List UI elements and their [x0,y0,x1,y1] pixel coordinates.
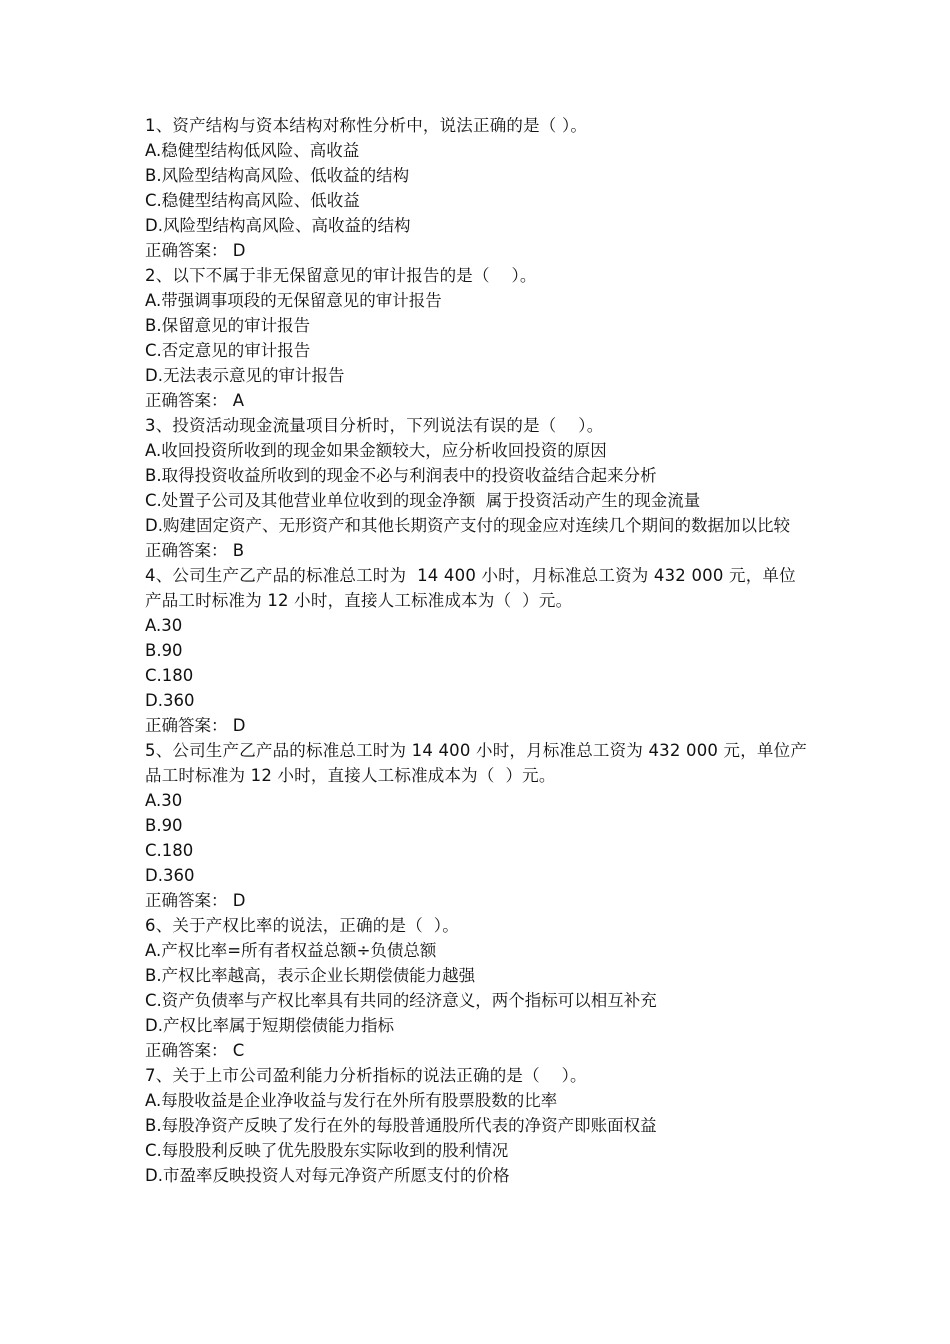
option-b: B.保留意见的审计报告 [145,316,311,335]
question-stem: 3、投资活动现金流量项目分析时，下列说法有误的是（ ）。 [145,416,604,435]
option-d: D.风险型结构高风险、高收益的结构 [145,216,411,235]
option-d: D.产权比率属于短期偿债能力指标 [145,1016,394,1035]
question-block-5 [145,738,810,913]
option-d: D.360 [145,691,195,710]
option-b: B.每股净资产反映了发行在外的每股普通股所代表的净资产即账面权益 [145,1116,657,1135]
option-b: B.产权比率越高，表示企业长期偿债能力越强 [145,966,476,985]
question-stem: 6、关于产权比率的说法，正确的是（ ）。 [145,916,459,935]
question-block-6 [145,913,810,1063]
question-block-7 [145,1063,810,1188]
question-block-3 [145,413,810,563]
correct-answer: 正确答案： D [145,716,246,735]
option-a: A.稳健型结构低风险、高收益 [145,141,360,160]
option-b: B.90 [145,816,183,835]
option-a: A.产权比率=所有者权益总额÷负债总额 [145,941,437,960]
question-stem: 2、以下不属于非无保留意见的审计报告的是（ ）。 [145,266,537,285]
correct-answer: 正确答案： C [145,1041,245,1060]
option-b: B.风险型结构高风险、低收益的结构 [145,166,410,185]
correct-answer: 正确答案： D [145,891,246,910]
question-stem: 1、资产结构与资本结构对称性分析中，说法正确的是（ ）。 [145,116,588,135]
question-stem: 7、关于上市公司盈利能力分析指标的说法正确的是（ ）。 [145,1066,587,1085]
option-d: D.360 [145,866,195,885]
question-stem: 5、公司生产乙产品的标准总工时为 14 400 小时，月标准总工资为 432 000 元，单位产品工时标准为 12 小时，直接人工标准成本为（ ）元。 [145,741,808,785]
option-c: C.180 [145,666,194,685]
option-a: A.30 [145,616,183,635]
correct-answer: 正确答案： A [145,391,245,410]
option-c: C.稳健型结构高风险、低收益 [145,191,360,210]
document-page [145,113,810,1188]
option-d: D.市盈率反映投资人对每元净资产所愿支付的价格 [145,1166,510,1185]
question-stem: 4、公司生产乙产品的标准总工时为 14 400 小时，月标准总工资为 432 000 元，单位产品工时标准为 12 小时，直接人工标准成本为（ ）元。 [145,566,796,610]
correct-answer: 正确答案： D [145,241,246,260]
option-c: C.180 [145,841,194,860]
option-c: C.处置子公司及其他营业单位收到的现金净额 属于投资活动产生的现金流量 [145,491,701,510]
option-c: C.资产负债率与产权比率具有共同的经济意义，两个指标可以相互补充 [145,991,657,1010]
question-block-1 [145,113,810,263]
option-c: C.每股股利反映了优先股股东实际收到的股利情况 [145,1141,509,1160]
question-block-2 [145,263,810,413]
option-b: B.取得投资收益所收到的现金不必与利润表中的投资收益结合起来分析 [145,466,657,485]
option-d: D.无法表示意见的审计报告 [145,366,345,385]
option-c: C.否定意见的审计报告 [145,341,311,360]
option-b: B.90 [145,641,183,660]
option-a: A.带强调事项段的无保留意见的审计报告 [145,291,442,310]
option-a: A.30 [145,791,183,810]
option-d: D.购建固定资产、无形资产和其他长期资产支付的现金应对连续几个期间的数据加以比较 [145,516,790,535]
option-a: A.收回投资所收到的现金如果金额较大，应分析收回投资的原因 [145,441,607,460]
option-a: A.每股收益是企业净收益与发行在外所有股票股数的比率 [145,1091,558,1110]
question-block-4 [145,563,810,738]
correct-answer: 正确答案： B [145,541,245,560]
